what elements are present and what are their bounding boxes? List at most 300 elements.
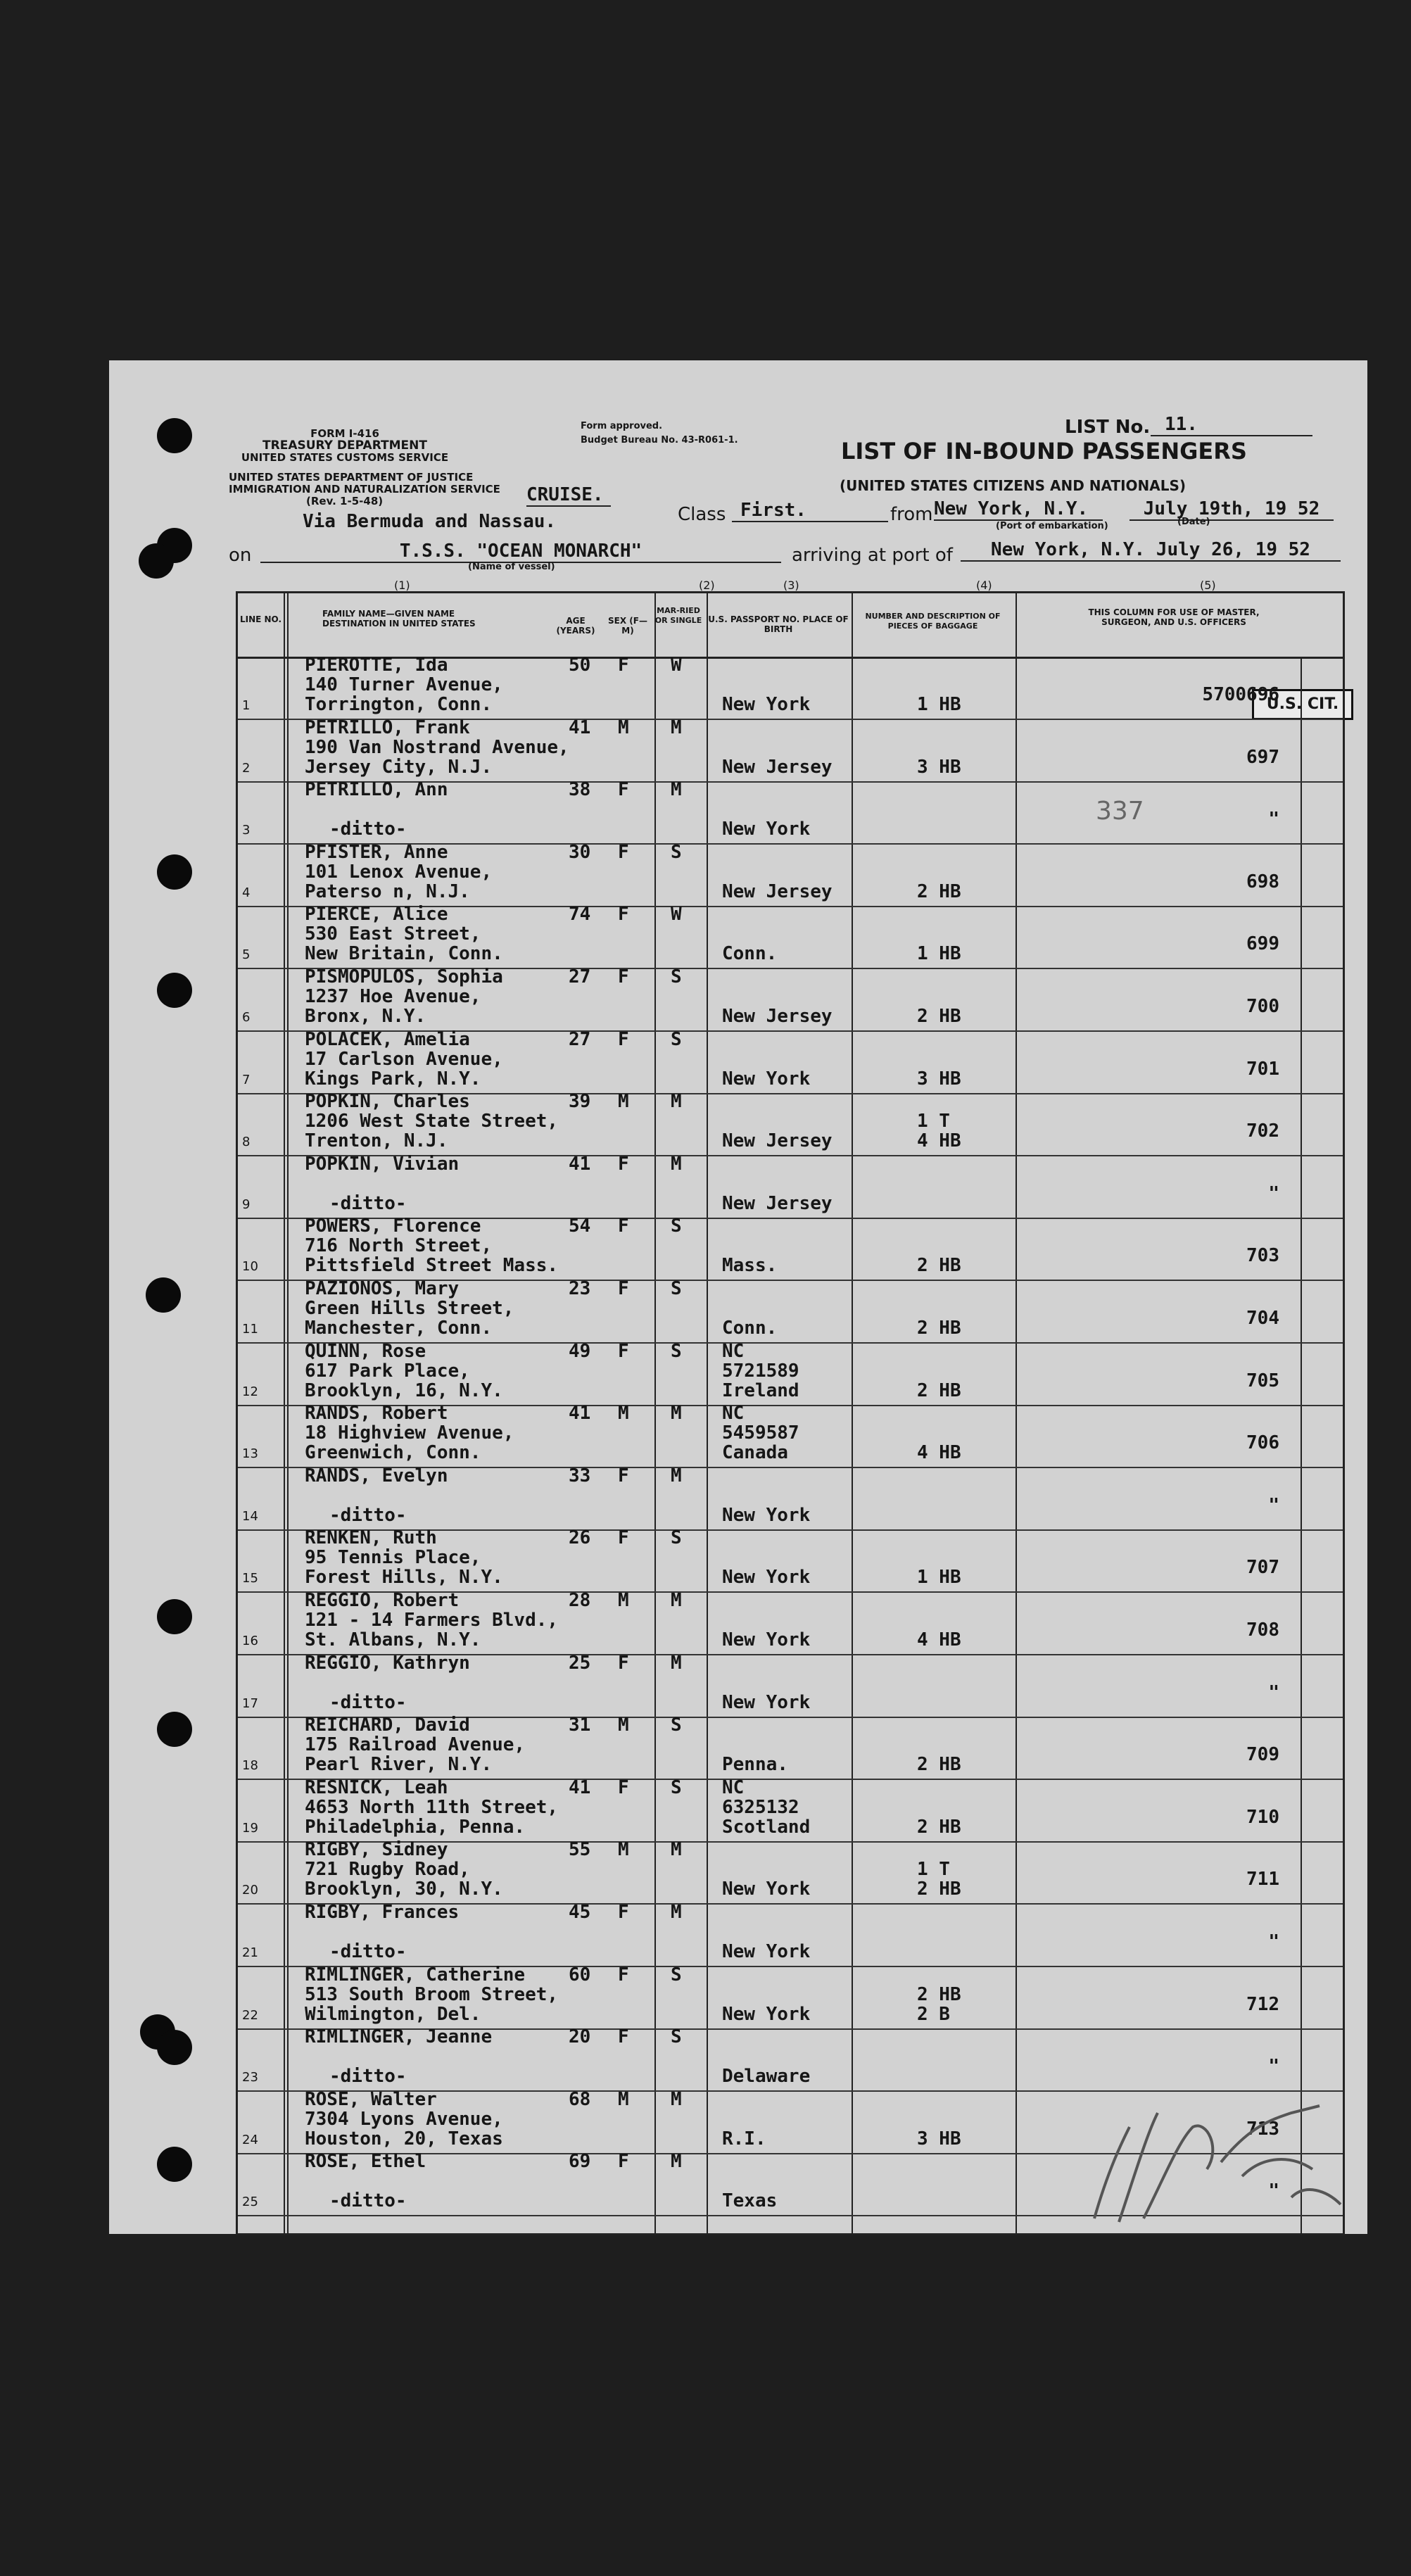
place-of-birth: New Jersey xyxy=(722,756,833,778)
header-officers: THIS COLUMN FOR USE OF MASTER, SURGEON, AND U.S. OFFICERS xyxy=(1088,607,1260,627)
marital-status: S xyxy=(671,1278,682,1299)
passenger-age: 41 xyxy=(569,716,591,738)
marital-status: S xyxy=(671,1216,682,1237)
passenger-address: 18 Highview Avenue, xyxy=(305,1422,514,1444)
officer-number: 701 xyxy=(1246,1058,1279,1080)
passenger-age: 23 xyxy=(569,1278,591,1299)
passenger-address: 7304 Lyons Avenue, xyxy=(305,2108,503,2130)
passenger-city: Brooklyn, 16, N.Y. xyxy=(305,1379,503,1401)
place-of-birth: Texas xyxy=(722,2190,778,2212)
line-number: 20 xyxy=(242,1883,258,1898)
form-ins-label: IMMIGRATION AND NATURALIZATION SERVICE xyxy=(229,483,500,495)
passenger-age: 39 xyxy=(569,1091,591,1113)
officer-number: 702 xyxy=(1246,1120,1279,1142)
cruise-label: CRUISE. xyxy=(526,484,611,507)
passenger-address: 617 Park Place, xyxy=(305,1360,470,1382)
marital-status: M xyxy=(671,2088,682,2110)
passenger-table xyxy=(236,591,1345,2235)
us-citizen-stamp: U.S. CIT. xyxy=(1252,689,1353,720)
col-number-2: (2) xyxy=(699,579,715,592)
passenger-address: 121 - 14 Farmers Blvd., xyxy=(305,1610,559,1631)
punch-hole xyxy=(157,1712,192,1747)
place-of-birth: New York xyxy=(722,2003,811,2025)
header-passport: U.S. PASSPORT NO. PLACE OF BIRTH xyxy=(708,614,849,634)
passport-number: 6325132 xyxy=(722,1796,799,1818)
date-note: (Date) xyxy=(1177,517,1210,527)
passenger-name: RENKEN, Ruth xyxy=(305,1527,437,1549)
port-note: (Port of embarkation) xyxy=(996,521,1108,531)
table-row xyxy=(238,1652,1343,1718)
marital-status: M xyxy=(671,1652,682,1674)
passenger-city: -ditto- xyxy=(329,1691,407,1713)
officer-number: 704 xyxy=(1246,1308,1279,1329)
marital-status: M xyxy=(671,1465,682,1486)
passenger-sex: F xyxy=(618,2151,629,2173)
marital-status: S xyxy=(671,1715,682,1736)
col-number-1: (1) xyxy=(394,579,410,592)
passenger-city: Paterso n, N.J. xyxy=(305,880,470,902)
form-justice-label: UNITED STATES DEPARTMENT OF JUSTICE xyxy=(229,471,474,484)
marital-status: S xyxy=(671,841,682,863)
baggage-line2: 3 HB xyxy=(917,2128,961,2149)
marital-status: M xyxy=(671,1902,682,1923)
passport-type: NC xyxy=(722,1340,745,1362)
passenger-city: Brooklyn, 30, N.Y. xyxy=(305,1879,503,1900)
line-number: 9 xyxy=(242,1197,251,1212)
table-row xyxy=(238,906,1343,969)
marital-status: S xyxy=(671,966,682,987)
marital-status: S xyxy=(671,1527,682,1549)
marital-status: M xyxy=(671,1839,682,1861)
passenger-age: 69 xyxy=(569,2151,591,2173)
passenger-sex: F xyxy=(618,904,629,926)
passenger-age: 27 xyxy=(569,1028,591,1050)
line-number: 6 xyxy=(242,1010,251,1025)
passenger-name: REGGIO, Robert xyxy=(305,1590,460,1611)
place-of-birth: Penna. xyxy=(722,1754,788,1776)
line-number: 24 xyxy=(242,2132,258,2147)
passenger-address: 721 Rugby Road, xyxy=(305,1859,470,1881)
table-row xyxy=(238,716,1343,783)
place-of-birth: New York xyxy=(722,1629,811,1650)
passenger-city: -ditto- xyxy=(329,1941,407,1962)
passenger-sex: F xyxy=(618,841,629,863)
passenger-sex: M xyxy=(618,716,629,738)
vessel-name: T.S.S. "OCEAN MONARCH" xyxy=(260,541,781,563)
form-number: FORM I-416 xyxy=(310,427,379,440)
baggage-line2: 2 HB xyxy=(917,1379,961,1401)
passenger-city: Torrington, Conn. xyxy=(305,694,493,715)
passenger-city: -ditto- xyxy=(329,1192,407,1214)
baggage-line2: 1 HB xyxy=(917,943,961,965)
passenger-city: Forest Hills, N.Y. xyxy=(305,1567,503,1589)
place-of-birth: Canada xyxy=(722,1442,788,1464)
passenger-age: 54 xyxy=(569,1216,591,1237)
passenger-age: 41 xyxy=(569,1403,591,1425)
officer-number: 709 xyxy=(1246,1744,1279,1766)
table-row xyxy=(238,1093,1343,1156)
header-sex: SEX (F—M) xyxy=(608,616,647,636)
marital-status: S xyxy=(671,1776,682,1798)
line-number: 22 xyxy=(242,2007,258,2023)
vessel-note: (Name of vessel) xyxy=(468,562,555,572)
on-label: on xyxy=(229,545,252,566)
passenger-name: POWERS, Florence xyxy=(305,1216,481,1237)
marital-status: S xyxy=(671,1028,682,1050)
marital-status: M xyxy=(671,716,682,738)
place-of-birth: New Jersey xyxy=(722,880,833,902)
passport-number: 5721589 xyxy=(722,1360,799,1382)
class-value: First. xyxy=(732,500,888,522)
punch-hole xyxy=(157,418,192,453)
passenger-name: PIEROTTE, Ida xyxy=(305,655,448,676)
passenger-sex: M xyxy=(618,1590,629,1611)
form-service: UNITED STATES CUSTOMS SERVICE xyxy=(241,451,449,464)
place-of-birth: New York xyxy=(722,819,811,840)
passenger-address: Green Hills Street, xyxy=(305,1298,514,1319)
passenger-sex: F xyxy=(618,1964,629,1985)
table-row xyxy=(238,968,1343,1032)
passenger-name: RESNICK, Leah xyxy=(305,1776,448,1798)
passenger-name: ROSE, Walter xyxy=(305,2088,437,2110)
header-baggage: NUMBER AND DESCRIPTION OF PIECES OF BAGGAGE xyxy=(865,612,1001,631)
table-row xyxy=(238,1280,1343,1344)
via-route: Via Bermuda and Nassau. xyxy=(303,511,557,532)
passenger-sex: F xyxy=(618,1028,629,1050)
passenger-address: 101 Lenox Avenue, xyxy=(305,861,493,883)
place-of-birth: New York xyxy=(722,1068,811,1090)
officer-number: 700 xyxy=(1246,996,1279,1017)
punch-hole xyxy=(146,1277,181,1313)
officer-number: " xyxy=(1268,1494,1279,1516)
marital-status: W xyxy=(671,655,682,676)
passenger-name: RIMLINGER, Jeanne xyxy=(305,2026,493,2048)
place-of-birth: Scotland xyxy=(722,1816,811,1838)
marital-status: M xyxy=(671,2151,682,2173)
passenger-city: Bronx, N.Y. xyxy=(305,1006,426,1027)
baggage-line2: 2 B xyxy=(917,2003,950,2025)
passenger-age: 33 xyxy=(569,1465,591,1486)
passenger-name: ROSE, Ethel xyxy=(305,2151,426,2173)
table-row xyxy=(238,781,1343,845)
line-number: 1 xyxy=(242,698,251,713)
form-rev: (Rev. 1-5-48) xyxy=(306,495,384,507)
form-justice xyxy=(229,471,500,507)
officer-number: 698 xyxy=(1246,871,1279,892)
passenger-sex: F xyxy=(618,1776,629,1798)
place-of-birth: R.I. xyxy=(722,2128,766,2149)
passenger-age: 74 xyxy=(569,904,591,926)
passenger-age: 68 xyxy=(569,2088,591,2110)
table-row xyxy=(238,1218,1343,1281)
passenger-age: 20 xyxy=(569,2026,591,2048)
passenger-age: 28 xyxy=(569,1590,591,1611)
passenger-address: 1206 West State Street, xyxy=(305,1111,559,1132)
baggage-line2: 1 HB xyxy=(917,1567,961,1589)
passenger-sex: F xyxy=(618,1902,629,1923)
officer-number: 706 xyxy=(1246,1432,1279,1454)
table-row xyxy=(238,1405,1343,1468)
col-number-5: (5) xyxy=(1200,579,1216,592)
passenger-sex: F xyxy=(618,2026,629,2048)
officer-number: 708 xyxy=(1246,1620,1279,1641)
officer-number: 705 xyxy=(1246,1370,1279,1391)
annotation-337: 337 xyxy=(1096,797,1144,826)
passenger-name: RANDS, Evelyn xyxy=(305,1465,448,1486)
col-number-3: (3) xyxy=(783,579,799,592)
form-dept: TREASURY DEPARTMENT xyxy=(262,438,427,453)
line-number: 3 xyxy=(242,823,251,838)
passenger-city: Houston, 20, Texas xyxy=(305,2128,503,2149)
table-header xyxy=(238,593,1343,659)
line-number: 19 xyxy=(242,1820,258,1836)
place-of-birth: New York xyxy=(722,1879,811,1900)
baggage-line2: 2 HB xyxy=(917,1754,961,1776)
passenger-city: -ditto- xyxy=(329,2190,407,2212)
officer-number: 703 xyxy=(1246,1245,1279,1267)
line-number: 11 xyxy=(242,1322,258,1337)
baggage-line1: 1 T xyxy=(917,1111,950,1132)
header-name: FAMILY NAME—GIVEN NAME DESTINATION IN UNITED STATES xyxy=(322,609,476,629)
passenger-name: RIGBY, Sidney xyxy=(305,1839,448,1861)
baggage-line2: 2 HB xyxy=(917,1318,961,1339)
passenger-sex: F xyxy=(618,1153,629,1175)
passenger-sex: F xyxy=(618,1465,629,1486)
passenger-age: 60 xyxy=(569,1964,591,1985)
punch-hole xyxy=(139,543,174,579)
arriving-value: New York, N.Y. July 26, 19 52 xyxy=(961,539,1341,562)
passenger-city: Pittsfield Street Mass. xyxy=(305,1255,559,1277)
table-row xyxy=(238,841,1343,907)
passenger-age: 31 xyxy=(569,1715,591,1736)
passenger-city: New Britain, Conn. xyxy=(305,943,503,965)
passenger-name: PAZIONOS, Mary xyxy=(305,1278,460,1299)
line-number: 23 xyxy=(242,2070,258,2085)
officer-number: " xyxy=(1268,2180,1279,2202)
passenger-sex: F xyxy=(618,1340,629,1362)
passenger-city: Philadelphia, Penna. xyxy=(305,1816,526,1838)
passenger-age: 41 xyxy=(569,1153,591,1175)
marital-status: W xyxy=(671,904,682,926)
place-of-birth: New York xyxy=(722,1691,811,1713)
passenger-address: 190 Van Nostrand Avenue, xyxy=(305,736,569,758)
passport-number: 5459587 xyxy=(722,1422,799,1444)
table-row xyxy=(238,1904,1343,1967)
officer-number: " xyxy=(1268,1931,1279,1952)
from-label: from xyxy=(890,504,933,525)
passenger-age: 49 xyxy=(569,1340,591,1362)
passenger-sex: M xyxy=(618,1839,629,1861)
passenger-city: Greenwich, Conn. xyxy=(305,1442,481,1464)
passenger-city: Kings Park, N.Y. xyxy=(305,1068,481,1090)
passenger-sex: F xyxy=(618,966,629,987)
line-number: 12 xyxy=(242,1384,258,1399)
place-of-birth: New Jersey xyxy=(722,1130,833,1152)
table-row xyxy=(238,1153,1343,1219)
header-line-no: LINE NO. xyxy=(239,614,282,624)
baggage-line2: 2 HB xyxy=(917,1816,961,1838)
baggage-line2: 3 HB xyxy=(917,756,961,778)
line-number: 5 xyxy=(242,947,251,963)
officer-number: 711 xyxy=(1246,1869,1279,1890)
baggage-line2: 4 HB xyxy=(917,1130,961,1152)
arriving-label: arriving at port of xyxy=(792,545,953,566)
passenger-name: PETRILLO, Ann xyxy=(305,779,448,801)
baggage-line2: 4 HB xyxy=(917,1442,961,1464)
passenger-name: PFISTER, Anne xyxy=(305,841,448,863)
passenger-city: St. Albans, N.Y. xyxy=(305,1629,481,1650)
from-value: New York, N.Y. xyxy=(934,498,1103,521)
passenger-name: RANDS, Robert xyxy=(305,1403,448,1425)
line-number: 17 xyxy=(242,1696,258,1711)
place-of-birth: Conn. xyxy=(722,943,778,965)
passenger-name: POPKIN, Charles xyxy=(305,1091,470,1113)
place-of-birth: New York xyxy=(722,1504,811,1526)
marital-status: M xyxy=(671,1153,682,1175)
line-number: 7 xyxy=(242,1072,251,1087)
officer-number: 697 xyxy=(1246,746,1279,768)
passenger-name: POLACEK, Amelia xyxy=(305,1028,470,1050)
passenger-name: PISMOPULOS, Sophia xyxy=(305,966,503,987)
baggage-line2: 1 HB xyxy=(917,694,961,715)
line-number: 13 xyxy=(242,1446,258,1462)
passenger-name: RIMLINGER, Catherine xyxy=(305,1964,526,1985)
officer-number: " xyxy=(1268,1681,1279,1703)
passenger-address: 140 Turner Avenue, xyxy=(305,674,503,695)
passenger-city: Wilmington, Del. xyxy=(305,2003,481,2025)
list-no-value: 11. xyxy=(1151,414,1312,436)
line-number: 10 xyxy=(242,1259,258,1275)
line-number: 14 xyxy=(242,1508,258,1524)
table-row xyxy=(238,1529,1343,1593)
officer-signature xyxy=(1080,2085,1362,2233)
place-of-birth: New York xyxy=(722,1567,811,1589)
marital-status: M xyxy=(671,779,682,801)
officer-number: 710 xyxy=(1246,1806,1279,1828)
punch-hole xyxy=(157,2030,192,2065)
passenger-sex: F xyxy=(618,655,629,676)
passenger-sex: M xyxy=(618,2088,629,2110)
form-approved: Form approved. xyxy=(581,421,663,431)
passenger-address: 95 Tennis Place, xyxy=(305,1547,481,1569)
manifest-page xyxy=(109,360,1367,2234)
passenger-sex: F xyxy=(618,1216,629,1237)
officer-number: 5700696 xyxy=(1202,684,1279,705)
passport-type: NC xyxy=(722,1776,745,1798)
place-of-birth: Mass. xyxy=(722,1255,778,1277)
marital-status: M xyxy=(671,1403,682,1425)
officer-number: 707 xyxy=(1246,1557,1279,1579)
passenger-age: 55 xyxy=(569,1839,591,1861)
header-age: AGE (YEARS) xyxy=(556,616,595,636)
line-number: 18 xyxy=(242,1758,258,1774)
passenger-name: PETRILLO, Frank xyxy=(305,716,470,738)
baggage-line1: 2 HB xyxy=(917,1983,961,2005)
passenger-age: 50 xyxy=(569,655,591,676)
baggage-line2: 2 HB xyxy=(917,1879,961,1900)
passenger-age: 26 xyxy=(569,1527,591,1549)
passenger-name: POPKIN, Vivian xyxy=(305,1153,460,1175)
punch-hole xyxy=(157,1599,192,1634)
line-number: 2 xyxy=(242,760,251,776)
budget-bureau: Budget Bureau No. 43-R061-1. xyxy=(581,435,738,446)
officer-number: 699 xyxy=(1246,933,1279,955)
line-number: 8 xyxy=(242,1135,251,1150)
passenger-address: 716 North Street, xyxy=(305,1235,493,1257)
page-subtitle: (UNITED STATES CITIZENS AND NATIONALS) xyxy=(840,477,1187,494)
baggage-line2: 4 HB xyxy=(917,1629,961,1650)
officer-number: " xyxy=(1268,809,1279,831)
form-header xyxy=(225,428,464,464)
punch-hole xyxy=(157,973,192,1008)
officer-number: " xyxy=(1268,2056,1279,2078)
passenger-address: 530 East Street, xyxy=(305,923,481,945)
passenger-sex: F xyxy=(618,1652,629,1674)
passenger-age: 41 xyxy=(569,1776,591,1798)
passenger-name: QUINN, Rose xyxy=(305,1340,426,1362)
baggage-line2: 2 HB xyxy=(917,1006,961,1027)
passport-type: NC xyxy=(722,1403,745,1425)
passenger-city: Pearl River, N.Y. xyxy=(305,1754,493,1776)
officer-number: 713 xyxy=(1246,2118,1279,2140)
punch-hole xyxy=(157,854,192,890)
passenger-address: 17 Carlson Avenue, xyxy=(305,1048,503,1070)
table-row xyxy=(238,1841,1343,1905)
officer-number: 712 xyxy=(1246,1993,1279,2015)
passenger-age: 38 xyxy=(569,779,591,801)
page-title: LIST OF IN-BOUND PASSENGERS xyxy=(841,438,1247,465)
table-row xyxy=(238,2028,1343,2092)
passenger-city: Jersey City, N.J. xyxy=(305,756,493,778)
passenger-age: 25 xyxy=(569,1652,591,1674)
passenger-sex: F xyxy=(618,1527,629,1549)
marital-status: M xyxy=(671,1091,682,1113)
passenger-address: 513 South Broom Street, xyxy=(305,1983,559,2005)
passenger-sex: F xyxy=(618,1278,629,1299)
passenger-name: REGGIO, Kathryn xyxy=(305,1652,470,1674)
place-of-birth: Ireland xyxy=(722,1379,799,1401)
place-of-birth: Conn. xyxy=(722,1318,778,1339)
passenger-age: 30 xyxy=(569,841,591,863)
passenger-address: 175 Railroad Avenue, xyxy=(305,1734,526,1756)
place-of-birth: New Jersey xyxy=(722,1006,833,1027)
place-of-birth: New Jersey xyxy=(722,1192,833,1214)
passenger-name: REICHARD, David xyxy=(305,1715,470,1736)
place-of-birth: New York xyxy=(722,1941,811,1962)
punch-hole xyxy=(157,2147,192,2182)
line-number: 25 xyxy=(242,2195,258,2210)
passenger-name: RIGBY, Frances xyxy=(305,1902,460,1923)
passenger-city: -ditto- xyxy=(329,1504,407,1526)
passenger-name: PIERCE, Alice xyxy=(305,904,448,926)
marital-status: S xyxy=(671,1964,682,1985)
line-number: 16 xyxy=(242,1634,258,1648)
line-number: 15 xyxy=(242,1571,258,1586)
passenger-age: 45 xyxy=(569,1902,591,1923)
marital-status: S xyxy=(671,2026,682,2048)
table-row xyxy=(238,1717,1343,1780)
table-row xyxy=(238,1966,1343,2030)
passenger-sex: M xyxy=(618,1715,629,1736)
table-row xyxy=(238,1467,1343,1531)
place-of-birth: New York xyxy=(722,694,811,715)
from-date: July 19th, 19 52 xyxy=(1130,498,1334,521)
passenger-city: -ditto- xyxy=(329,819,407,840)
table-row xyxy=(238,1776,1343,1843)
passenger-address: 1237 Hoe Avenue, xyxy=(305,986,481,1007)
marital-status: M xyxy=(671,1590,682,1611)
baggage-line2: 2 HB xyxy=(917,880,961,902)
